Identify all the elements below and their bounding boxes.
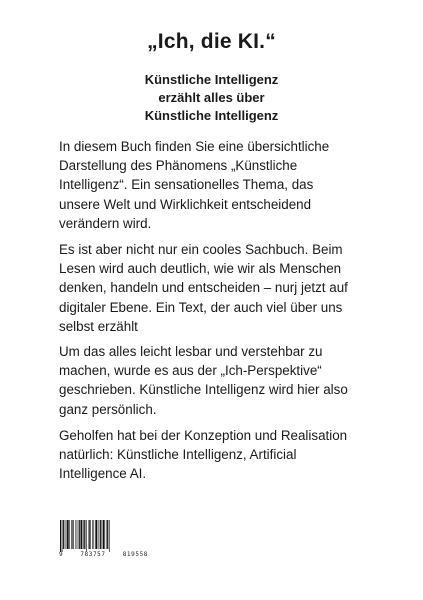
book-subtitle <box>0 71 423 125</box>
barcode-bar <box>102 520 103 549</box>
text-line: Lesen wird auch deutlich, wie wir als Menschen <box>59 261 342 277</box>
paragraph-sachbuch <box>59 240 379 336</box>
paragraph-perspektive <box>59 342 379 419</box>
text-line: Intelligenz“. Ein sensationelles Thema, das <box>59 177 314 193</box>
barcode-digit-group: 819558 <box>122 551 148 558</box>
barcode-bar <box>107 520 108 549</box>
barcode-bar <box>76 520 77 549</box>
text-line: geschrieben. Künstliche Intelligenz wird hier also <box>59 382 348 398</box>
barcode-bar <box>71 520 72 549</box>
text-line: Geholfen hat bei der Konzeption und Realisation <box>59 428 348 443</box>
book-title: „Ich, die KI.“ <box>147 30 276 53</box>
barcode-digit-group: 783757 <box>80 551 106 558</box>
barcode-bar <box>89 520 90 549</box>
text-line: denken, handeln und entscheiden – nurj jetzt auf <box>59 280 348 296</box>
text-line: Intelligence AI. <box>59 466 147 482</box>
barcode-bar <box>66 520 67 549</box>
barcode-bar <box>106 520 107 549</box>
barcode-bar <box>62 520 63 552</box>
paragraph-konzeption <box>59 426 379 484</box>
barcode-bar <box>95 520 97 549</box>
barcode-bar <box>90 520 91 549</box>
text-line: selbst erzählt <box>59 318 138 334</box>
barcode-bar <box>60 520 61 552</box>
barcode-bar <box>72 520 73 549</box>
text-line: unsere Welt und Wirklichkeit entscheidend <box>59 196 312 212</box>
text-line: natürlich: Künstliche Intelligenz, Artificial <box>59 447 297 463</box>
paragraph-intro <box>59 137 379 233</box>
barcode-bar <box>109 520 110 552</box>
barcode-bar <box>84 520 85 549</box>
barcode-bar <box>69 520 70 549</box>
text-line: verändern wird. <box>59 215 152 231</box>
barcode-bar <box>67 520 69 549</box>
subtitle-line: erzählt alles über <box>158 90 265 105</box>
barcode-bar <box>80 520 82 549</box>
text-line: machen, wurde es aus der „Ich-Perspektive“ <box>59 363 322 379</box>
barcode-bar <box>100 520 101 549</box>
text-line: In diesem Buch finden Sie eine übersichtliche <box>59 139 330 154</box>
text-line: Es ist aber nicht nur ein cooles Sachbuch. Beim <box>59 242 343 257</box>
text-line: digitaler Ebene. Ein Text, der auch viel über uns <box>59 299 343 315</box>
barcode-bar <box>93 520 94 549</box>
barcode-bar <box>79 520 80 549</box>
barcode-bar <box>98 520 99 549</box>
barcode-bar <box>83 520 84 549</box>
subtitle-line: Künstliche Intelligenz <box>144 72 279 87</box>
barcode-bar <box>63 520 64 549</box>
subtitle-line: Künstliche Intelligenz <box>144 108 279 123</box>
barcode-bar <box>77 520 78 549</box>
barcode-bar <box>92 520 93 549</box>
barcode-bar <box>103 520 105 549</box>
barcode-digit-group: 9 <box>59 551 64 558</box>
text-line: Um das alles leicht lesbar und verstehbar zu <box>59 344 323 359</box>
isbn-barcode <box>59 520 148 560</box>
barcode-bar <box>86 520 87 552</box>
barcode-digits <box>59 551 148 558</box>
text-line: ganz persönlich. <box>59 401 157 417</box>
barcode-bars <box>59 520 148 552</box>
text-line: Darstellung des Phänomens „Künstliche <box>59 158 298 174</box>
